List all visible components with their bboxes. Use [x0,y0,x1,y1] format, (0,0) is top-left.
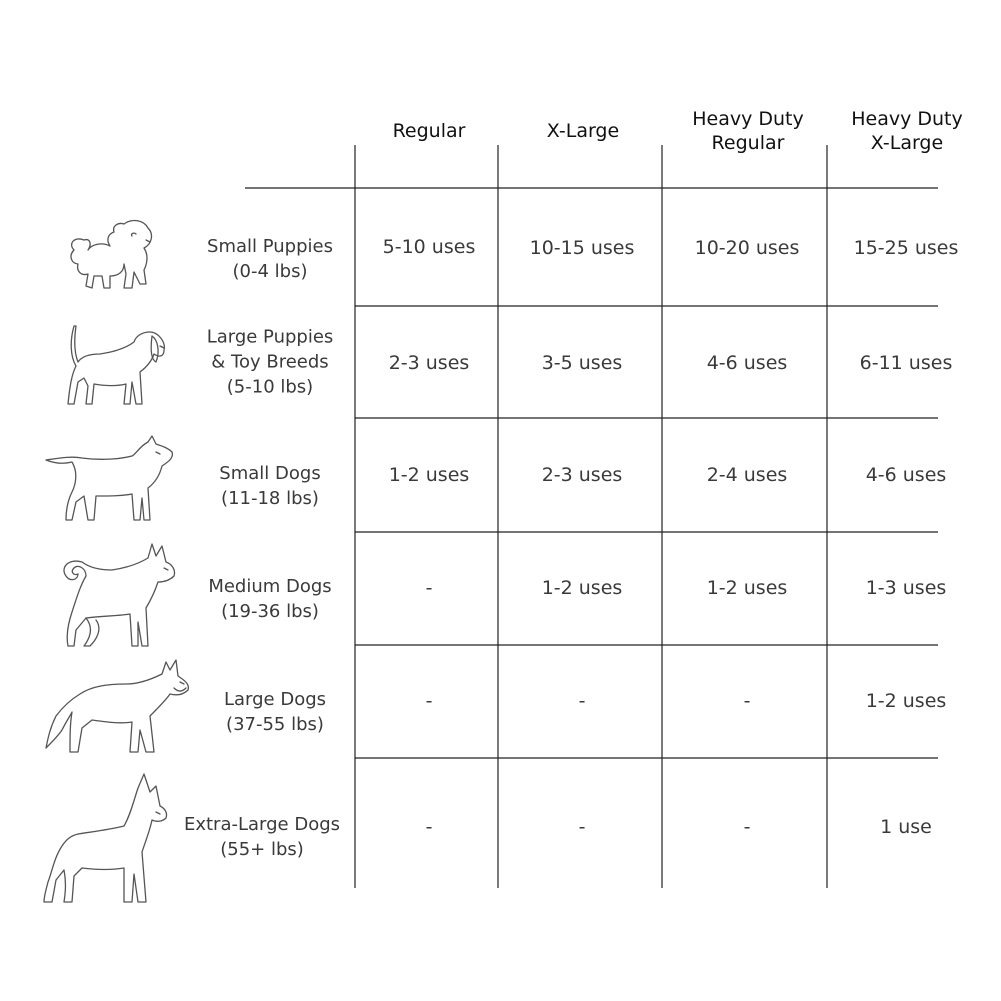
cell-small-dogs-heavy-duty-x-large: 4-6 uses [865,464,947,486]
cell-small-dogs-heavy-duty-regular: 2-4 uses [706,464,788,486]
cell-small-puppies-heavy-duty-regular: 10-20 uses [694,237,800,259]
great-dane-icon [38,772,174,904]
cell-small-dogs-regular: 1-2 uses [388,464,470,486]
column-header-heavy-duty-x-large: Heavy Duty X-Large [851,108,963,154]
row-label-small-dogs: Small Dogs (11-18 lbs) [219,463,321,509]
row-label-small-puppies: Small Puppies (0-4 lbs) [207,236,333,282]
cell-medium-dogs-heavy-duty-regular: 1-2 uses [706,577,788,599]
bull-terrier-icon [44,434,178,522]
cell-small-dogs-x-large: 2-3 uses [541,464,623,486]
row-label-extra-large-dogs: Extra-Large Dogs (55+ lbs) [183,814,341,860]
cell-large-dogs-heavy-duty-regular: - [743,690,751,712]
cell-small-puppies-heavy-duty-x-large: 15-25 uses [853,237,959,259]
cell-large-puppies-heavy-duty-x-large: 6-11 uses [859,352,953,374]
cell-extra-large-dogs-heavy-duty-regular: - [743,816,751,838]
cell-extra-large-dogs-regular: - [425,816,433,838]
cell-medium-dogs-heavy-duty-x-large: 1-3 uses [865,577,947,599]
row-label-medium-dogs: Medium Dogs (19-36 lbs) [208,576,332,622]
german-shepherd-icon [42,656,192,756]
cell-large-dogs-heavy-duty-x-large: 1-2 uses [865,690,947,712]
cell-large-puppies-regular: 2-3 uses [388,352,470,374]
cell-small-puppies-x-large: 10-15 uses [529,237,635,259]
husky-icon [56,542,182,648]
column-header-x-large: X-Large [546,120,620,142]
cell-large-puppies-x-large: 3-5 uses [541,352,623,374]
row-label-large-dogs: Large Dogs (37-55 lbs) [223,689,327,735]
beagle-icon [60,322,170,408]
column-header-heavy-duty-regular: Heavy Duty Regular [692,108,804,154]
cell-extra-large-dogs-x-large: - [578,816,586,838]
small-puppy-icon [62,214,160,296]
cell-medium-dogs-regular: - [425,577,433,599]
cell-small-puppies-regular: 5-10 uses [382,236,476,258]
cell-extra-large-dogs-heavy-duty-x-large: 1 use [880,816,932,838]
cell-medium-dogs-x-large: 1-2 uses [541,577,623,599]
column-header-regular: Regular [392,120,466,142]
cell-large-dogs-regular: - [425,690,433,712]
cell-large-puppies-heavy-duty-regular: 4-6 uses [706,352,788,374]
row-label-large-puppies: Large Puppies & Toy Breeds (5-10 lbs) [206,326,334,398]
cell-large-dogs-x-large: - [578,690,586,712]
